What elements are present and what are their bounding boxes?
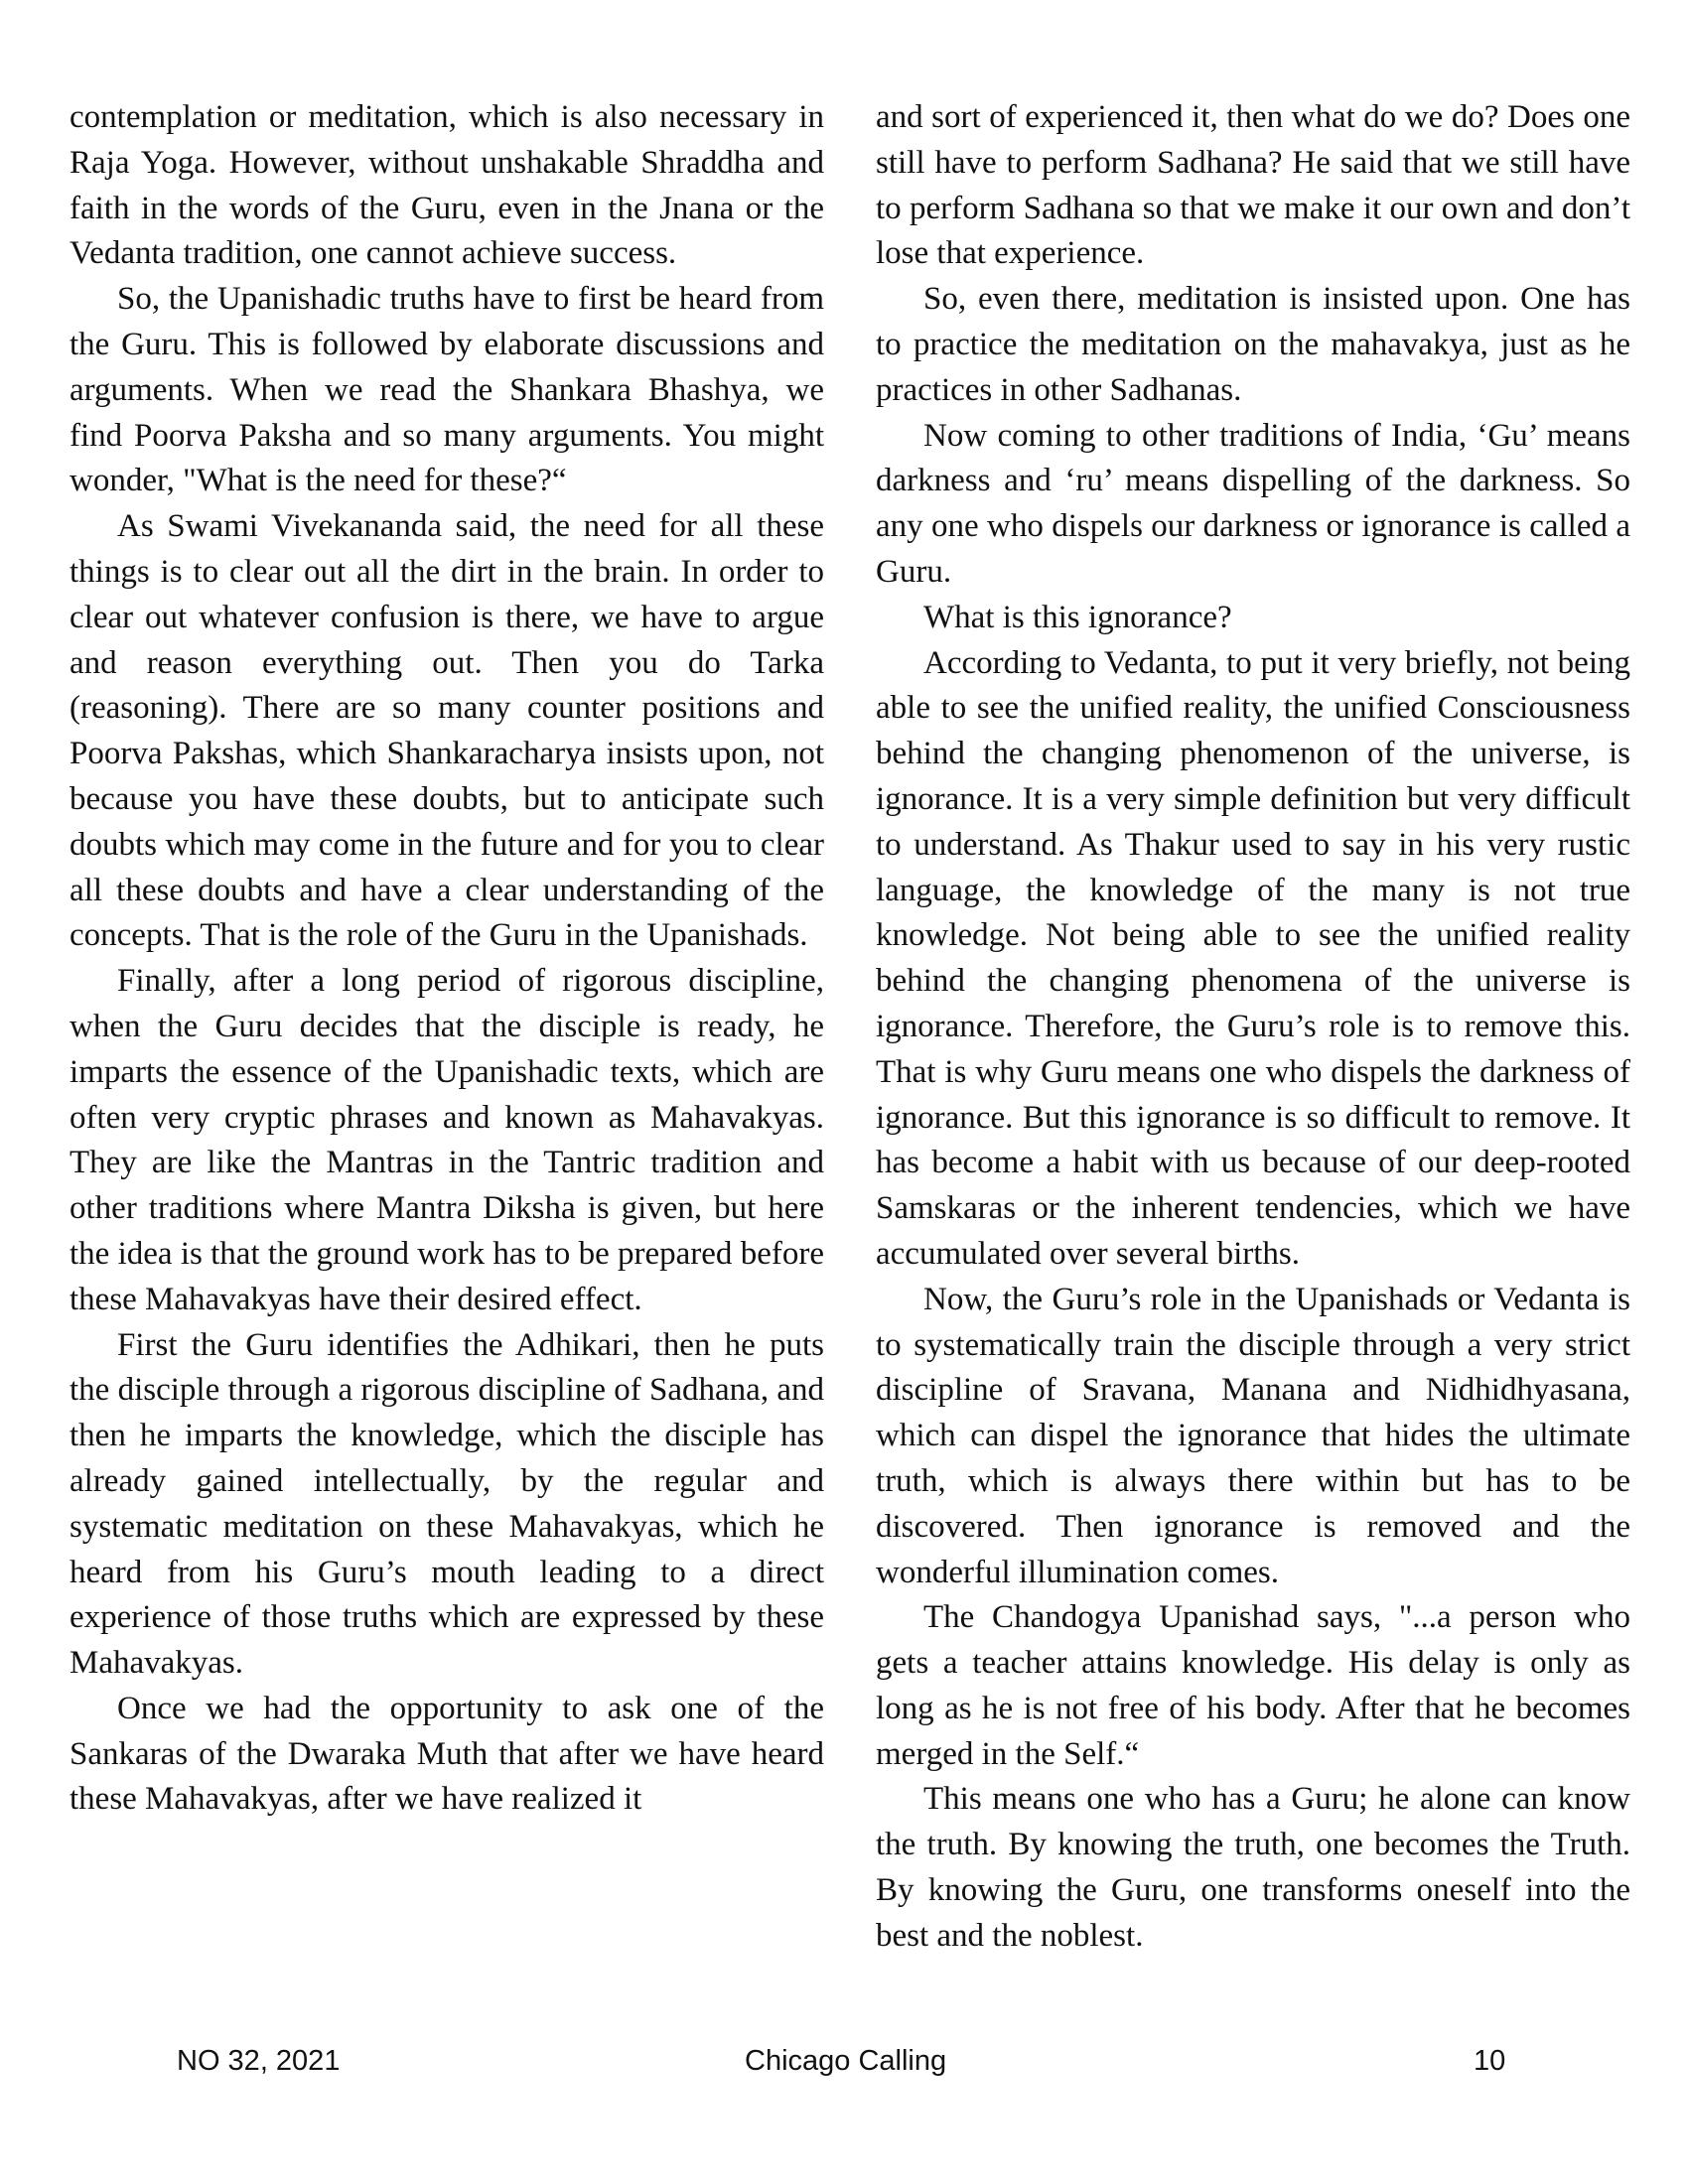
paragraph: As Swami Vivekananda said, the need for all these things is to clear out all the dirt in the brain. In order to clear out whatever confusion is there, we have to argue and reason everything out. Then you do Tarka (reasoning). There are so many counter positions and Poorva Pakshas, which Shankaracharya insists upon, not because you have these doubts, but to anticipate such doubts which may come in the future and for you to clear all these doubts and have a clear understanding of the concepts. That is the role of the Guru in the Upanishads. — [70, 508, 824, 954]
footer-page-number: 10 — [1474, 2045, 1506, 2077]
paragraph: So, the Upanishadic truths have to first be heard from the Guru. This is followed by elaborate discussions and arguments. When we read the Shankara Bhashya, we find Poorva Paksha and so many arguments. You might wonder, "What is the need for these?“ — [70, 281, 824, 499]
page-footer — [0, 2045, 1688, 2085]
paragraph: The Chandogya Upanishad says, "...a person who gets a teacher attains knowledge. His delay is only as long as he is not free of his body. After that he becomes merged in the Self.“ — [876, 1599, 1630, 1772]
paragraph: contemplation or meditation, which is also necessary in Raja Yoga. However, without unshakable Shraddha and faith in the words of the Guru, even in the Jnana or the Vedanta tradition, one cannot achieve success. — [70, 99, 824, 272]
article-body — [70, 95, 1630, 1960]
right-column — [876, 95, 1630, 1960]
paragraph: According to Vedanta, to put it very briefly, not being able to see the unified reality, the unified Consciousness behind the changing phenomenon of the universe, is ignorance. It is a very simple definition but very difficult to understand. As Thakur used to say in his very rustic language, the knowledge of the many is not true knowledge. Not being able to see the unified reality behind the changing phenomena of the universe is ignorance. Therefore, the Guru’s role is to remove this. That is why Guru means one who dispels the darkness of ignorance. But this ignorance is so difficult to remove. It has become a habit with us because of our deep-rooted Samskaras or the inherent tendencies, which we have accumulated over several births. — [876, 644, 1630, 1272]
paragraph: and sort of experienced it, then what do we do? Does one still have to perform Sadhana? He said that we still have to perform Sadhana so that we make it our own and don’t lose that experience. — [876, 99, 1630, 272]
footer-issue: NO 32, 2021 — [177, 2045, 341, 2077]
paragraph: What is this ignorance? — [923, 599, 1232, 635]
paragraph: Now, the Guru’s role in the Upanishads or Vedanta is to systematically train the disciple through a very strict discipline of Sravana, Manana and Nidhidhyasana, which can dispel the ignorance that hides the ultimate truth, which is always there within but has to be discovered. Then ignorance is removed and the wonderful illumination comes. — [876, 1281, 1630, 1590]
paragraph: Once we had the opportunity to ask one of the Sankaras of the Dwaraka Muth that after we have heard these Mahavakyas, after we have realized it — [70, 1690, 824, 1818]
paragraph: Finally, after a long period of rigorous discipline, when the Guru decides that the disciple is ready, he imparts the essence of the Upanishadic texts, which are often very cryptic phrases and known as Mahavakyas. They are like the Mantras in the Tantric tradition and other traditions where Mantra Diksha is given, but here the idea is that the ground work has to be prepared before these Mahavakyas have their desired effect. — [70, 963, 824, 1317]
footer-publication: Chicago Calling — [745, 2045, 947, 2077]
paragraph: First the Guru identifies the Adhikari, then he puts the disciple through a rigorous discipline of Sadhana, and then he imparts the knowledge, which the disciple has already gained intellectually, by the regular and systematic meditation on these Mahavakyas, which he heard from his Guru’s mouth leading to a direct experience of those truths which are expressed by these Mahavakyas. — [70, 1326, 824, 1682]
left-column — [70, 95, 824, 1960]
paragraph: This means one who has a Guru; he alone can know the truth. By knowing the truth, one becomes the Truth. By knowing the Guru, one transforms oneself into the best and the noblest. — [876, 1781, 1630, 1954]
paragraph: Now coming to other traditions of India, ‘Gu’ means darkness and ‘ru’ means dispelling of the darkness. So any one who dispels our darkness or ignorance is called a Guru. — [876, 417, 1630, 590]
paragraph: So, even there, meditation is insisted upon. One has to practice the meditation on the mahavakya, just as he practices in other Sadhanas. — [876, 281, 1630, 408]
